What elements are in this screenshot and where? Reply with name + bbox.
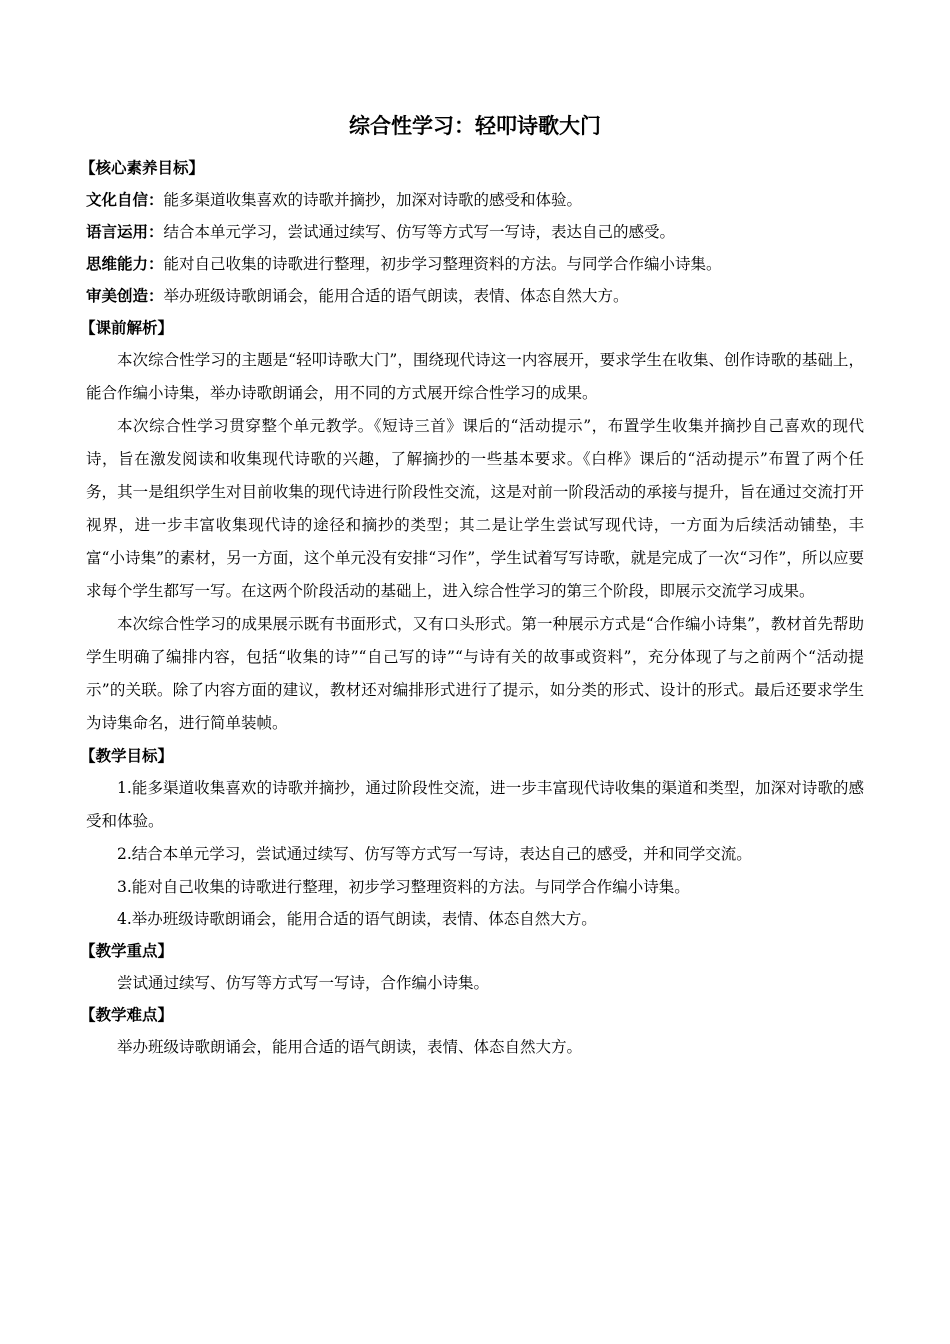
core-goal-text: 能多渠道收集喜欢的诗歌并摘抄，加深对诗歌的感受和体验。 (163, 191, 583, 209)
core-goal-label: 文化自信： (86, 191, 164, 209)
difficulties-heading: 【教学难点】 (80, 1006, 174, 1024)
page-title: 综合性学习：轻叩诗歌大门 (349, 114, 601, 138)
core-goal-text: 结合本单元学习，尝试通过续写、仿写等方式写一写诗，表达自己的感受。 (163, 223, 676, 241)
analysis-paragraph: 本次综合性学习的成果展示既有书面形式，又有口头形式。第一种展示方式是“合作编小诗集”，教材首先帮助学生明确了编排内容，包括“收集的诗”“自己写的诗”“与诗有关的故事或资料”，充分体现了与之前两个“活动提示”的关联。除了内容方面的建议，教材还对编排形式进行了提示，如分类的形式、设计的形式。最后还要求学生为诗集命名，进行简单装帧。 (86, 615, 864, 732)
core-goal-label: 审美创造： (86, 287, 164, 305)
teaching-goal-item: 1.能多渠道收集喜欢的诗歌并摘抄，通过阶段性交流，进一步丰富现代诗收集的渠道和类型，加深对诗歌的感受和体验。 (86, 779, 864, 830)
analysis-paragraph: 本次综合性学习的主题是“轻叩诗歌大门”，围绕现代诗这一内容展开，要求学生在收集、创作诗歌的基础上，能合作编小诗集，举办诗歌朗诵会，用不同的方式展开综合性学习的成果。 (86, 351, 864, 402)
key-points-text: 尝试通过续写、仿写等方式写一写诗，合作编小诗集。 (117, 974, 490, 992)
core-goal-item (86, 280, 864, 312)
core-goal-label: 思维能力： (86, 255, 164, 273)
core-goal-text: 举办班级诗歌朗诵会，能用合适的语气朗读，表情、体态自然大方。 (163, 287, 629, 305)
key-points-heading: 【教学重点】 (80, 942, 174, 960)
analysis-paragraph: 本次综合性学习贯穿整个单元教学。《短诗三首》课后的“活动提示”，布置学生收集并摘抄自己喜欢的现代诗，旨在激发阅读和收集现代诗歌的兴趣，了解摘抄的一些基本要求。《白桦》课后的“活动提示”布置了两个任务，其一是组织学生对目前收集的现代诗进行阶段性交流，这是对前一阶段活动的承接与提升，旨在通过交流打开视界，进一步丰富收集现代诗的途径和摘抄的类型；其二是让学生尝试写现代诗，一方面为后续活动铺垫，丰富“小诗集”的素材，另一方面，这个单元没有安排“习作”，学生试着写写诗歌，就是完成了一次“习作”，所以应要求每个学生都写一写。在这两个阶段活动的基础上，进入综合性学习的第三个阶段，即展示交流学习成果。 (86, 417, 864, 600)
difficulties-text: 举办班级诗歌朗诵会，能用合适的语气朗读，表情、体态自然大方。 (117, 1038, 583, 1056)
analysis-heading: 【课前解析】 (80, 319, 174, 337)
core-goal-item (86, 248, 864, 280)
teaching-goal-item: 2.结合本单元学习，尝试通过续写、仿写等方式写一写诗，表达自己的感受，并和同学交流。 (117, 845, 752, 863)
core-goal-text: 能对自己收集的诗歌进行整理，初步学习整理资料的方法。与同学合作编小诗集。 (163, 255, 722, 273)
core-goals-heading: 【核心素养目标】 (80, 159, 205, 177)
teaching-goal-item: 3.能对自己收集的诗歌进行整理，初步学习整理资料的方法。与同学合作编小诗集。 (117, 878, 690, 896)
teaching-goals-heading: 【教学目标】 (80, 747, 174, 765)
core-goal-label: 语言运用： (86, 223, 164, 241)
core-goal-item (86, 184, 864, 216)
teaching-goal-item: 4.举办班级诗歌朗诵会，能用合适的语气朗读，表情、体态自然大方。 (117, 910, 597, 928)
core-goal-item (86, 216, 864, 248)
document-page (80, 112, 864, 1063)
